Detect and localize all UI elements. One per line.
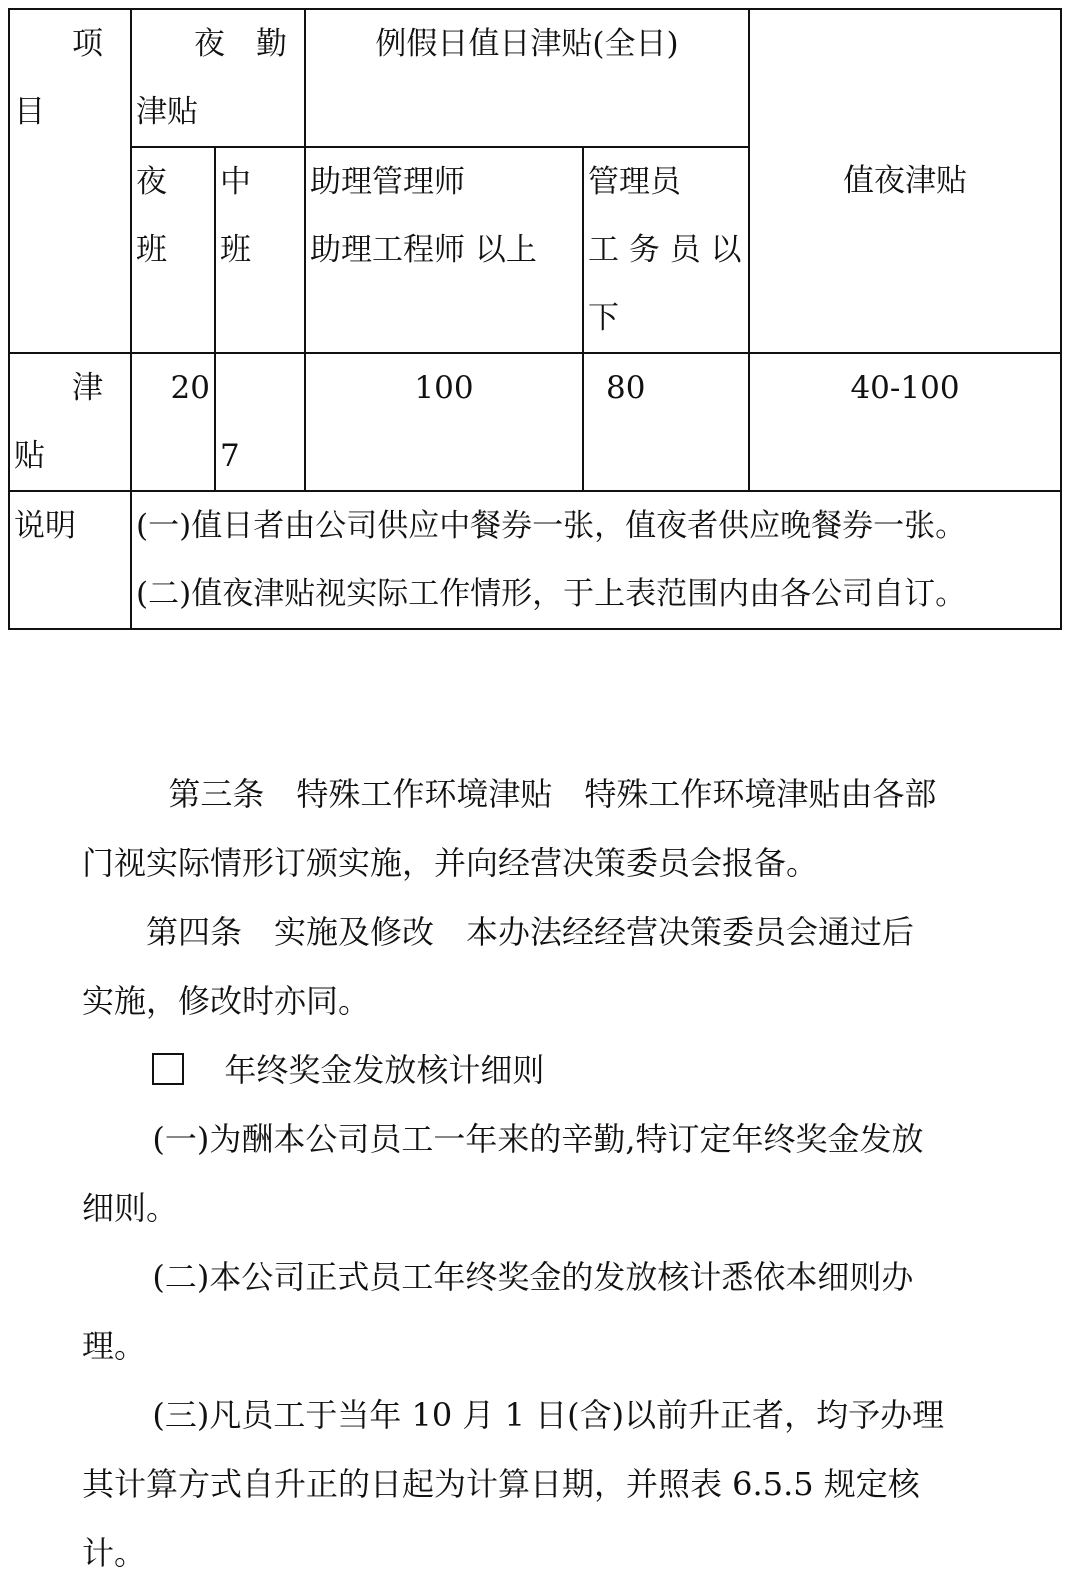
night-allowance-header: [131, 9, 305, 147]
note-line-2: (二)值夜津贴视实际工作情形，于上表范围内由各公司自订。: [136, 576, 967, 612]
item-2-line1: (二)本公司正式员工年终奖金的发放核计悉依本细则办: [152, 1258, 914, 1296]
item-3-line1: (三)凡员工于当年 10 月 1 日(含)以前升正者，均予办理: [152, 1396, 945, 1434]
item-1-line1: (一)为酬本公司员工一年来的辛勤,特订定年终奖金发放: [152, 1120, 924, 1158]
manager-line2: 工 务 员 以: [588, 232, 742, 268]
allowance-table: [8, 8, 1062, 630]
item-2-line2: 理。: [82, 1327, 147, 1365]
manager-line1: 管理员: [588, 164, 681, 200]
night-shift-value: 20: [131, 353, 215, 491]
article-4-line1: 本办法经经营决策委员会通过后: [466, 913, 915, 951]
manager-line3: 下: [588, 300, 619, 336]
mid-shift-line2: 班: [220, 232, 251, 268]
holiday-allowance-header: 例假日值日津贴(全日): [305, 9, 749, 147]
assistant-cell: [305, 147, 583, 353]
article-3-line1: 特殊工作环境津贴由各部: [584, 775, 937, 813]
night-shift-line2: 班: [136, 232, 167, 268]
item-header-cell: [9, 9, 131, 353]
article-3-line2: 门视实际情形订颁实施，并向经营决策委员会报备。: [82, 844, 819, 882]
item-3-line2: 其计算方式自升正的日起为计算日期，并照表 6.5.5 规定核: [82, 1465, 920, 1503]
mid-shift-value-cell: [215, 353, 305, 491]
assistant-line1: 助理管理师: [310, 164, 465, 200]
article-4-line2: 实施，修改时亦同。: [82, 982, 371, 1020]
mid-shift-cell: [215, 147, 305, 353]
item-header-line1: 项: [72, 26, 103, 62]
night-shift-line1: 夜: [136, 164, 167, 200]
allowance-label-cell: [9, 353, 131, 491]
night-allowance-header-line1: 夜 勤: [194, 26, 287, 62]
night-shift-cell: [131, 147, 215, 353]
note-line-1: (一)值日者由公司供应中餐券一张，值夜者供应晚餐券一张。: [136, 508, 967, 544]
night-duty-value: 40-100: [749, 353, 1061, 491]
article-3-heading: 特殊工作环境津贴: [296, 775, 553, 813]
note-cell: [131, 491, 1061, 629]
article-3: [82, 760, 1022, 829]
manager-value: 80: [583, 353, 749, 491]
article-4-title: 第四条: [146, 913, 243, 951]
item-3-line3: 计。: [82, 1534, 147, 1572]
article-4: [82, 898, 1022, 967]
mid-shift-value: 7: [220, 438, 240, 474]
allowance-label-line2: 贴: [14, 438, 45, 474]
article-3-title: 第三条: [168, 775, 265, 813]
allowance-label-line1: 津: [72, 370, 103, 406]
assistant-value: 100: [305, 353, 583, 491]
item-1-line2: 细则。: [82, 1189, 179, 1227]
section-heading: [82, 1036, 1022, 1105]
mid-shift-line1: 中: [220, 164, 251, 200]
night-duty-header: 值夜津贴: [749, 9, 1061, 353]
night-allowance-header-line2: 津贴: [136, 94, 198, 130]
section-title: 年终奖金发放核计细则: [224, 1051, 545, 1089]
note-label: 说明: [9, 491, 131, 629]
assistant-line2: 助理工程师 以上: [310, 232, 537, 268]
document-body: [82, 760, 1022, 1588]
checkbox-icon: [152, 1053, 184, 1085]
article-4-heading: 实施及修改: [274, 913, 435, 951]
manager-cell: [583, 147, 749, 353]
item-header-line2: 目: [14, 94, 45, 130]
